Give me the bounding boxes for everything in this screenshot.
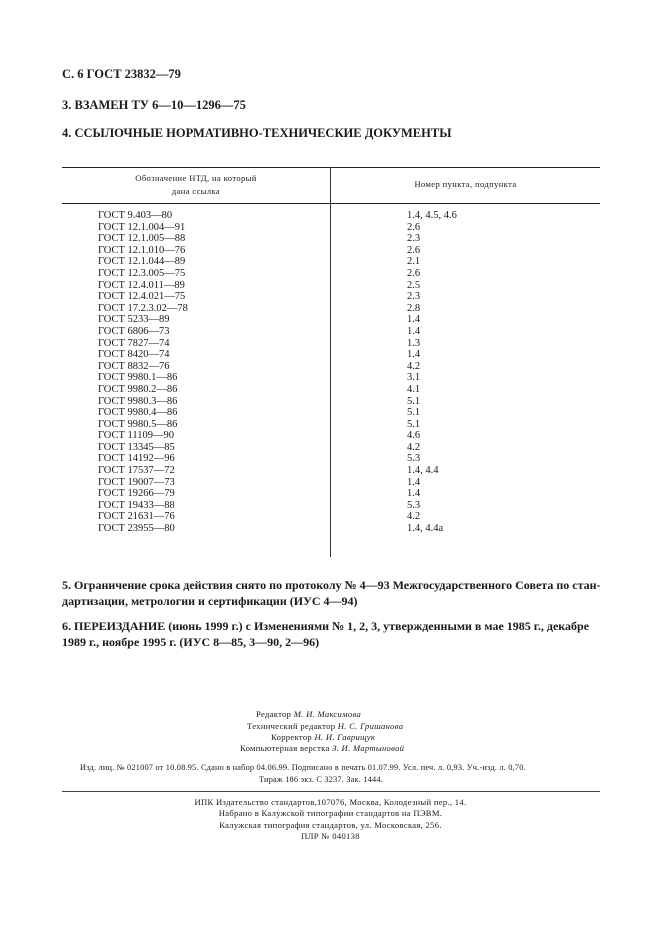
section-6-paragraph	[62, 618, 607, 650]
table-row	[98, 314, 498, 326]
document-designation: ГОСТ 12.1.010—76	[98, 244, 186, 256]
table-row	[98, 488, 498, 500]
section-number: 3.1	[407, 372, 421, 384]
document-designation: ГОСТ 17537—72	[98, 465, 175, 477]
table-row	[98, 245, 498, 257]
table-top-rule	[62, 167, 600, 168]
credit-tech-editor	[247, 721, 403, 731]
credit-layout	[240, 743, 404, 753]
section-6-line2: 1989 г., ноябре 1995 г. (ИУС 8—85, 3—90, 2—96)	[62, 635, 320, 649]
column-header-document-line2: дана ссылка	[171, 186, 221, 196]
table-row	[98, 291, 498, 303]
document-designation: ГОСТ 6806—73	[98, 325, 170, 337]
document-designation: ГОСТ 19007—73	[98, 476, 175, 488]
section-number: 4.6	[407, 430, 421, 442]
document-designation: ГОСТ 14192—96	[98, 453, 175, 465]
publisher-line4: ПЛР № 040138	[301, 831, 360, 842]
section-number: 5.1	[407, 395, 421, 407]
section-number: 1.4, 4.4а	[407, 523, 444, 535]
section-number: 2.5	[407, 279, 421, 291]
document-designation: ГОСТ 9.403—80	[98, 210, 173, 221]
document-designation: ГОСТ 19433—88	[98, 499, 175, 511]
imprint-line1: Изд. лиц. № 021007 от 10.08.95. Сдано в набор 04.06.99. Подписано в печать 01.07.99. Усл. печ. л. 0,93. Уч.-изд. л. 0,70.	[80, 763, 526, 772]
document-designation: ГОСТ 9980.1—86	[98, 372, 178, 384]
credit-role: Компьютерная верстка	[240, 743, 330, 753]
section-number: 1.4	[407, 488, 421, 500]
table-body	[98, 210, 498, 535]
credit-name: М. И. Максимова	[293, 709, 362, 719]
table-header-rule	[62, 203, 600, 204]
table-row	[98, 372, 498, 384]
section-number: 4.1	[407, 383, 421, 395]
column-header-document-line1: Обозначение НТД, на который	[135, 173, 257, 183]
section-5-line1: 5. Ограничение срока действия снято по протоколу № 4—93 Межгосударственного Совета по стан-	[62, 578, 601, 592]
document-designation: ГОСТ 5233—89	[98, 314, 170, 326]
credit-name: З. И. Мартыновой	[332, 743, 405, 753]
section-number: 2.3	[407, 291, 421, 303]
publisher-divider	[62, 791, 600, 792]
section-number: 5.1	[407, 407, 421, 419]
document-designation: ГОСТ 23955—80	[98, 523, 175, 535]
table-row	[98, 222, 498, 234]
section-number: 2.8	[407, 302, 421, 314]
document-designation: ГОСТ 12.1.004—91	[98, 221, 186, 233]
section-number: 2.3	[407, 233, 421, 245]
table-row	[98, 465, 498, 477]
table-row	[98, 396, 498, 408]
imprint-line2: Тираж 186 экз. С 3237. Зак. 1444.	[259, 775, 384, 784]
page-reference: С. 6 ГОСТ 23832—79	[62, 67, 181, 81]
table-row	[98, 477, 498, 489]
credit-name: Н. И. Гаврищук	[314, 732, 376, 742]
credit-role: Технический редактор	[247, 721, 336, 731]
document-designation: ГОСТ 7827—74	[98, 337, 170, 349]
section-6-line1: 6. ПЕРЕИЗДАНИЕ (июнь 1999 г.) с Изменениями № 1, 2, 3, утвержденными в мае 1985 г., декабре	[62, 619, 590, 633]
table-row	[98, 303, 498, 315]
table-row	[98, 407, 498, 419]
credit-role: Редактор	[256, 709, 292, 719]
document-designation: ГОСТ 13345—85	[98, 441, 175, 453]
section-number: 2.6	[407, 267, 421, 279]
document-designation: ГОСТ 8420—74	[98, 349, 170, 361]
credit-role: Корректор	[271, 732, 313, 742]
document-designation: ГОСТ 12.4.011—89	[98, 279, 185, 291]
section-number: 1.4	[407, 325, 421, 337]
section-4-heading: 4. ССЫЛОЧНЫЕ НОРМАТИВНО-ТЕХНИЧЕСКИЕ ДОКУМЕНТЫ	[62, 126, 452, 140]
publisher-line1: ИПК Издательство стандартов,107076, Москва, Колодезный пер., 14.	[194, 797, 467, 807]
table-row	[98, 453, 498, 465]
table-row	[98, 430, 498, 442]
table-row	[98, 349, 498, 361]
table-row	[98, 256, 498, 268]
document-designation: ГОСТ 12.4.021—75	[98, 291, 186, 303]
document-designation: ГОСТ 17.2.3.02—78	[98, 302, 188, 314]
document-designation: ГОСТ 9980.4—86	[98, 407, 178, 419]
table-row	[98, 500, 498, 512]
section-5-line2: дартизации, метрологии и сертификации (ИУС 4—94)	[62, 594, 358, 608]
credit-name: Н. С. Гришанова	[337, 721, 404, 731]
section-number: 1.4, 4.4	[407, 465, 439, 477]
section-number: 2.6	[407, 221, 421, 233]
publisher-line2: Набрано в Калужской типографии стандартов на ПЭВМ.	[218, 808, 443, 819]
section-5-paragraph	[62, 577, 607, 609]
document-designation: ГОСТ 9980.2—86	[98, 383, 178, 395]
section-number: 5.1	[407, 418, 421, 430]
table-row	[98, 361, 498, 373]
table-row	[98, 442, 498, 454]
publisher-line3: Калужская типография стандартов, ул. Московская, 256.	[219, 819, 442, 830]
document-designation: ГОСТ 8832—76	[98, 360, 170, 372]
document-designation: ГОСТ 9980.3—86	[98, 395, 178, 407]
table-row	[98, 338, 498, 350]
section-3-heading: 3. ВЗАМЕН ТУ 6—10—1296—75	[62, 98, 246, 112]
document-designation: ГОСТ 12.3.005—75	[98, 267, 186, 279]
table-row	[98, 268, 498, 280]
section-number: 5.3	[407, 499, 421, 511]
section-number: 4.2	[407, 511, 421, 523]
table-row	[98, 233, 498, 245]
table-row	[98, 280, 498, 292]
section-number: 4.2	[407, 360, 421, 372]
section-number: 2.6	[407, 244, 421, 256]
table-row	[98, 326, 498, 338]
table-row	[98, 419, 498, 431]
section-number: 1.4	[407, 314, 421, 326]
document-designation: ГОСТ 19266—79	[98, 488, 175, 500]
section-number: 5.3	[407, 453, 421, 465]
credit-editor	[256, 709, 361, 719]
document-designation: ГОСТ 12.1.044—89	[98, 256, 186, 268]
table-row	[98, 384, 498, 396]
section-number: 1.3	[407, 337, 421, 349]
credit-proofreader	[271, 732, 375, 742]
table-row	[98, 523, 498, 535]
table-row	[98, 511, 498, 523]
document-designation: ГОСТ 12.1.005—88	[98, 233, 186, 245]
document-designation: ГОСТ 9980.5—86	[98, 418, 178, 430]
section-number: 1.4	[407, 476, 421, 488]
document-designation: ГОСТ 21631—76	[98, 511, 175, 523]
section-number: 1.4, 4.5, 4.6	[407, 210, 457, 221]
column-header-document	[62, 172, 330, 198]
table-row	[98, 210, 498, 222]
section-number: 4.2	[407, 441, 421, 453]
document-designation: ГОСТ 11109—90	[98, 430, 175, 442]
section-number: 2.1	[407, 256, 421, 268]
section-number: 1.4	[407, 349, 421, 361]
column-header-section: Номер пункта, подпункта	[414, 179, 517, 189]
publisher-block	[0, 797, 661, 843]
